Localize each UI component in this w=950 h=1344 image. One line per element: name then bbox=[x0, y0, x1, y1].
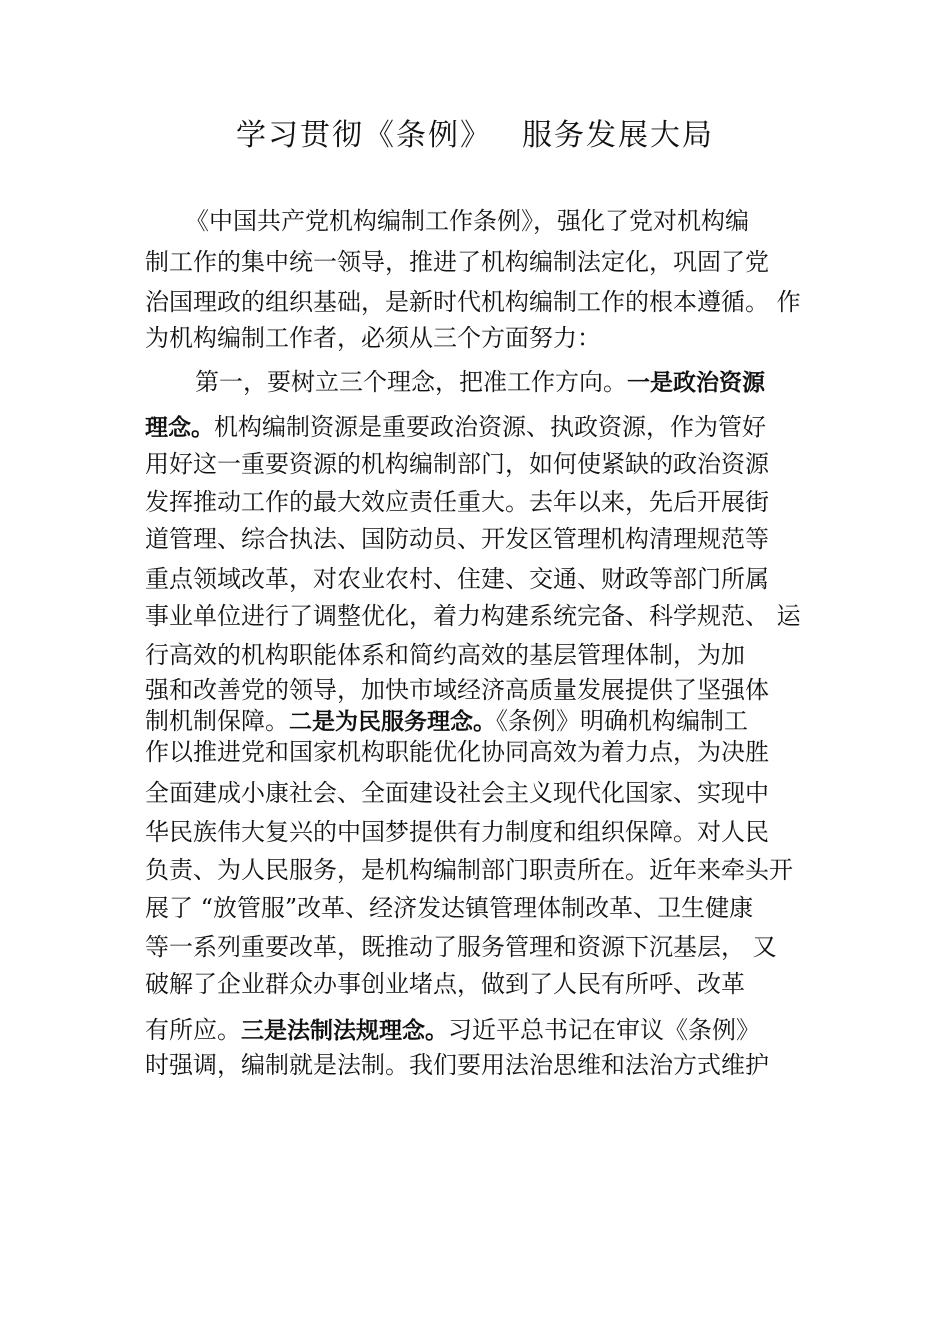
paragraph-2-line-5: 道管理、综合执法、国防动员、开发区管理机构清理规范等 bbox=[145, 525, 769, 553]
paragraph-2-line-15: 展了 “放管服”改革、经济发达镇管理体制改革、卫生健康 bbox=[145, 894, 754, 922]
paragraph-2-line-10-text-2: 《条例》明确机构编制工 bbox=[496, 707, 748, 735]
heading-rule-of-law: 三是法制法规理念。 bbox=[241, 1018, 448, 1044]
paragraph-2-line-2 bbox=[145, 411, 766, 444]
paragraph-2-line-3: 用好这一重要资源的机构编制部门，如何使紧缺的政治资源 bbox=[145, 450, 769, 478]
title-part-1: 学习贯彻《条例》 bbox=[236, 118, 492, 153]
paragraph-1-line-1: 《中国共产党机构编制工作条例》，强化了党对机构编 bbox=[185, 207, 749, 235]
paragraph-2-line-2-text: 机构编制资源是重要政治资源、执政资源，作为管好 bbox=[214, 413, 766, 441]
paragraph-2-line-7: 事业单位进行了调整优化，着力构建系统完备、科学规范、 运 bbox=[145, 602, 801, 630]
paragraph-2-line-18-text: 有所应。 bbox=[145, 1016, 241, 1044]
paragraph-2-line-18 bbox=[145, 1014, 760, 1047]
heading-political-resource: 一是政治资源 bbox=[627, 370, 765, 396]
paragraph-2-line-17: 破解了企业群众办事创业堵点，做到了人民有所呼、改革 bbox=[145, 970, 745, 998]
paragraph-2-line-13: 华民族伟大复兴的中国梦提供有力制度和组织保障。对人民 bbox=[145, 818, 769, 846]
paragraph-2-line-16: 等一系列重要改革，既推动了服务管理和资源下沉基层， 又 bbox=[145, 933, 777, 961]
paragraph-2-line-1 bbox=[195, 366, 765, 399]
paragraph-2-line-12: 全面建成小康社会、全面建设社会主义现代化国家、实现中 bbox=[145, 779, 769, 807]
paragraph-1-line-4: 为机构编制工作者，必须从三个方面努力： bbox=[145, 324, 601, 352]
paragraph-2-line-11: 作以推进党和国家机构职能优化协同高效为着力点，为决胜 bbox=[145, 738, 769, 766]
paragraph-2-line-6: 重点领域改革，对农业农村、住建、交通、财政等部门所属 bbox=[145, 565, 769, 593]
paragraph-2-line-14: 负责、为人民服务，是机构编制部门职责所在。近年来牵头开 bbox=[145, 856, 793, 884]
paragraph-2-line-19: 时强调，编制就是法制。我们要用法治思维和法治方式维护 bbox=[145, 1051, 769, 1079]
paragraph-2-line-1-text: 第一，要树立三个理念，把准工作方向。 bbox=[195, 368, 627, 396]
heading-political-resource-end: 理念。 bbox=[145, 415, 214, 441]
paragraph-2-line-10-text: 制机制保障。 bbox=[145, 707, 289, 735]
paragraph-2-line-10 bbox=[145, 705, 748, 738]
paragraph-2-line-18-text-2: 习近平总书记在审议《条例》 bbox=[448, 1016, 760, 1044]
title-part-2: 服务发展大局 bbox=[522, 118, 714, 153]
paragraph-2-line-9: 强和改善党的领导，加快市域经济高质量发展提供了坚强体 bbox=[145, 676, 769, 704]
paragraph-1-line-3: 治国理政的组织基础，是新时代机构编制工作的根本遵循。 作 bbox=[145, 288, 801, 316]
paragraph-1-line-2: 制工作的集中统一领导，推进了机构编制法定化，巩固了党 bbox=[145, 248, 769, 276]
document-title bbox=[0, 116, 950, 156]
heading-people-service: 二是为民服务理念。 bbox=[289, 709, 496, 735]
paragraph-2-line-4: 发挥推动工作的最大效应责任重大。去年以来，先后开展街 bbox=[145, 488, 769, 516]
paragraph-2-line-8: 行高效的机构职能体系和简约高效的基层管理体制，为加 bbox=[145, 641, 745, 669]
